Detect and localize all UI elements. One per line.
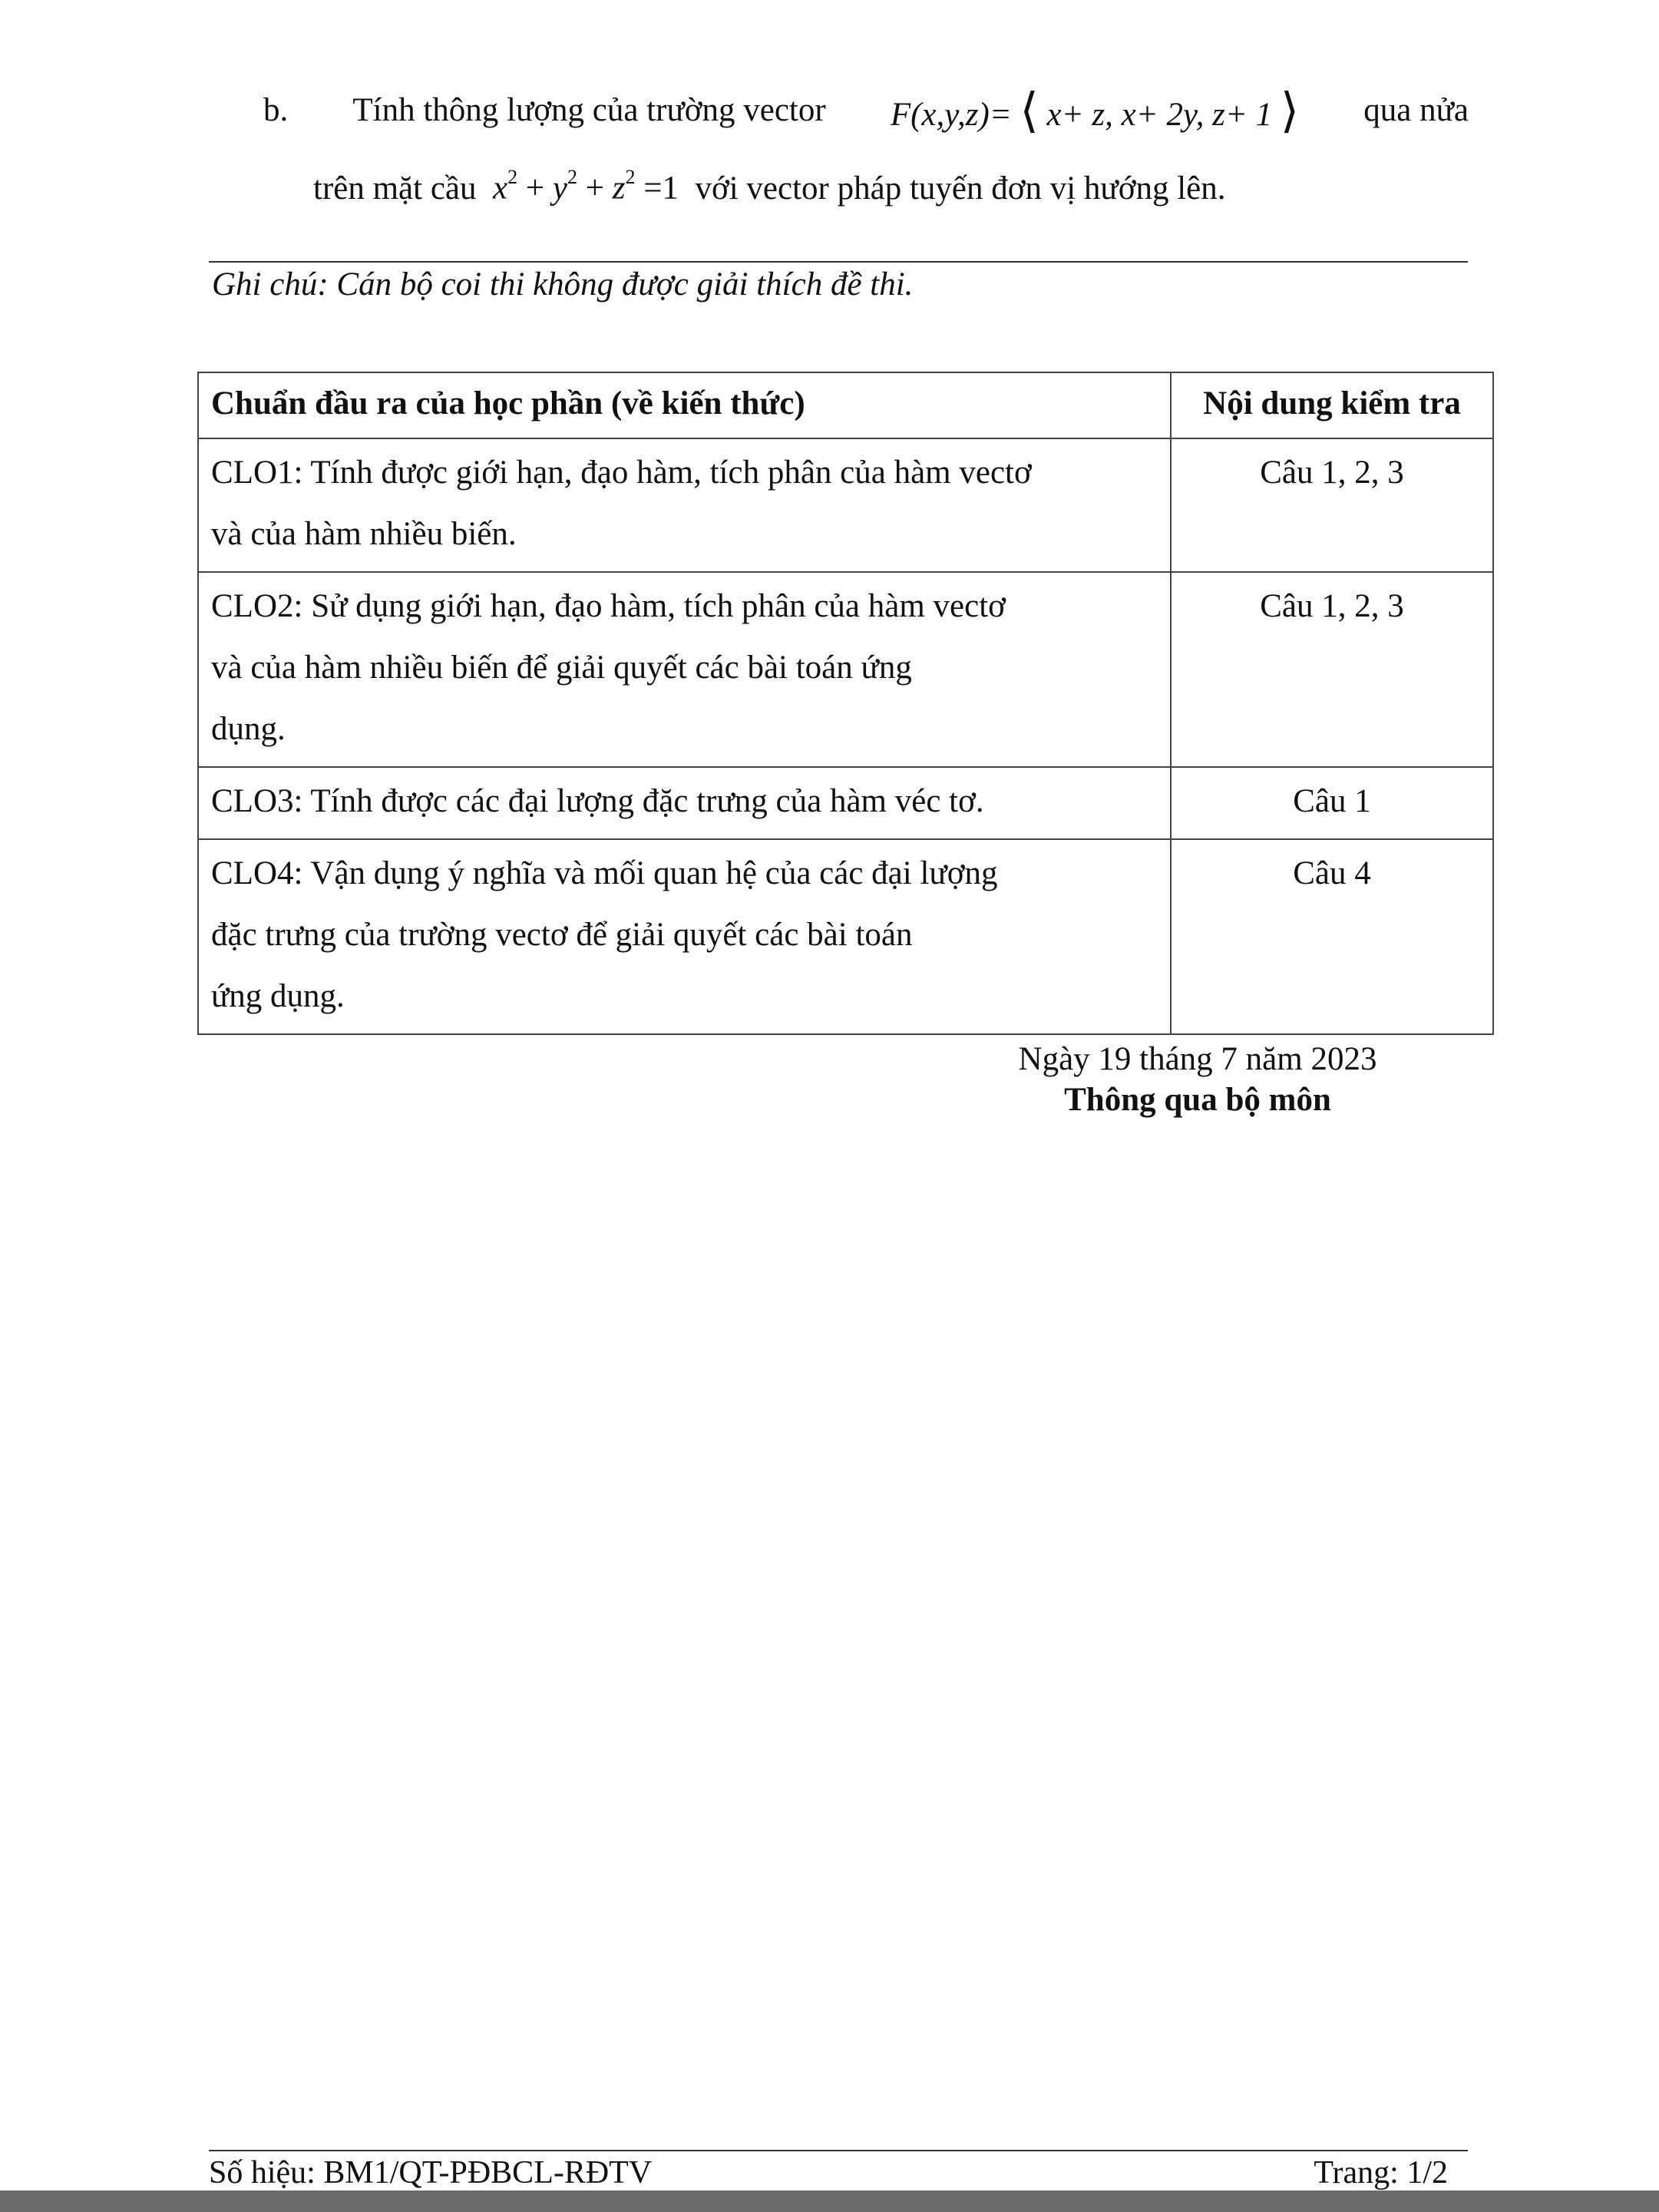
clo-table: [197, 372, 1494, 1035]
clo-line: dụng.: [211, 711, 286, 747]
signature-date: Ngày 19 tháng 7 năm 2023: [1018, 1041, 1377, 1077]
clo-line: CLO2: Sử dụng giới hạn, đạo hàm, tích phân của hàm vectơ: [211, 588, 1006, 624]
angle-open: ⟨: [1020, 85, 1039, 137]
eq-plus-2: +: [585, 170, 604, 207]
document-code: Số hiệu: BM1/QT-PĐBCL-RĐTV: [209, 2155, 653, 2191]
clo-line: CLO3: Tính được các đại lượng đặc trưng của hàm véc tơ.: [211, 783, 984, 819]
clo-test-content: Câu 1, 2, 3: [1171, 572, 1493, 767]
clo-test-content: Câu 1, 2, 3: [1171, 438, 1493, 572]
clo-test-content: Câu 4: [1171, 839, 1493, 1034]
table-row: [198, 767, 1493, 839]
note-divider: [209, 261, 1468, 263]
table-row: [198, 572, 1493, 767]
table-header-row: [198, 372, 1493, 438]
table-row: [198, 438, 1493, 572]
header-learning-outcomes: Chuẩn đầu ra của học phần (về kiến thức): [198, 372, 1171, 438]
problem-label: b.: [263, 91, 289, 128]
clo-test-content: Câu 1: [1171, 767, 1493, 839]
page-number: Trang: 1/2: [1314, 2155, 1448, 2191]
eq-x: x: [493, 170, 508, 207]
table-row: [198, 839, 1493, 1034]
angle-close: ⟩: [1280, 85, 1300, 137]
eq-plus-1: +: [525, 170, 545, 207]
vector-field-formula: [890, 85, 1300, 137]
problem-text-3: trên mặt cầu: [313, 170, 477, 207]
problem-text-1: Tính thông lượng của trường vector: [352, 91, 826, 128]
page-footer: [209, 2154, 1448, 2191]
clo-description: [198, 767, 1171, 839]
sphere-equation: [493, 166, 679, 207]
signature-title: Thông qua bộ môn: [1064, 1082, 1331, 1118]
formula-lhs: F(x,y,z)=: [890, 97, 1012, 133]
page-bottom-edge: [0, 2191, 1659, 2212]
problem-line-1: [263, 83, 1469, 137]
clo-line: CLO4: Vận dụng ý nghĩa và mối quan hệ của các đại lượng: [211, 855, 998, 891]
clo-line: và của hàm nhiều biến để giải quyết các bài toán ứng: [211, 650, 912, 686]
clo-description: [198, 572, 1171, 767]
eq-z-exp: 2: [625, 166, 636, 189]
problem-text-4: với vector pháp tuyến đơn vị hướng lên.: [695, 170, 1226, 207]
clo-line: và của hàm nhiều biến.: [211, 516, 517, 552]
problem-b: [263, 83, 1469, 215]
clo-description: [198, 438, 1171, 572]
clo-line: ứng dụng.: [211, 978, 345, 1014]
eq-rhs: =1: [643, 170, 679, 207]
clo-line: đặc trưng của trường vectơ để giải quyết các bài toán: [211, 917, 913, 953]
eq-z: z: [612, 170, 626, 207]
eq-y: y: [552, 170, 567, 207]
eq-y-exp: 2: [567, 166, 577, 189]
eq-x-exp: 2: [507, 166, 518, 189]
clo-description: [198, 839, 1171, 1034]
formula-components: x+ z, x+ 2y, z+ 1: [1046, 97, 1273, 133]
clo-line: CLO1: Tính được giới hạn, đạo hàm, tích phân của hàm vectơ: [211, 455, 1032, 491]
problem-text-2: qua nửa: [1363, 91, 1469, 128]
header-test-content: Nội dung kiểm tra: [1171, 372, 1493, 438]
problem-line-2: [263, 161, 1469, 215]
exam-note: Ghi chú: Cán bộ coi thi không được giải thích đề thi.: [212, 266, 914, 303]
footer-divider: [209, 2150, 1468, 2151]
